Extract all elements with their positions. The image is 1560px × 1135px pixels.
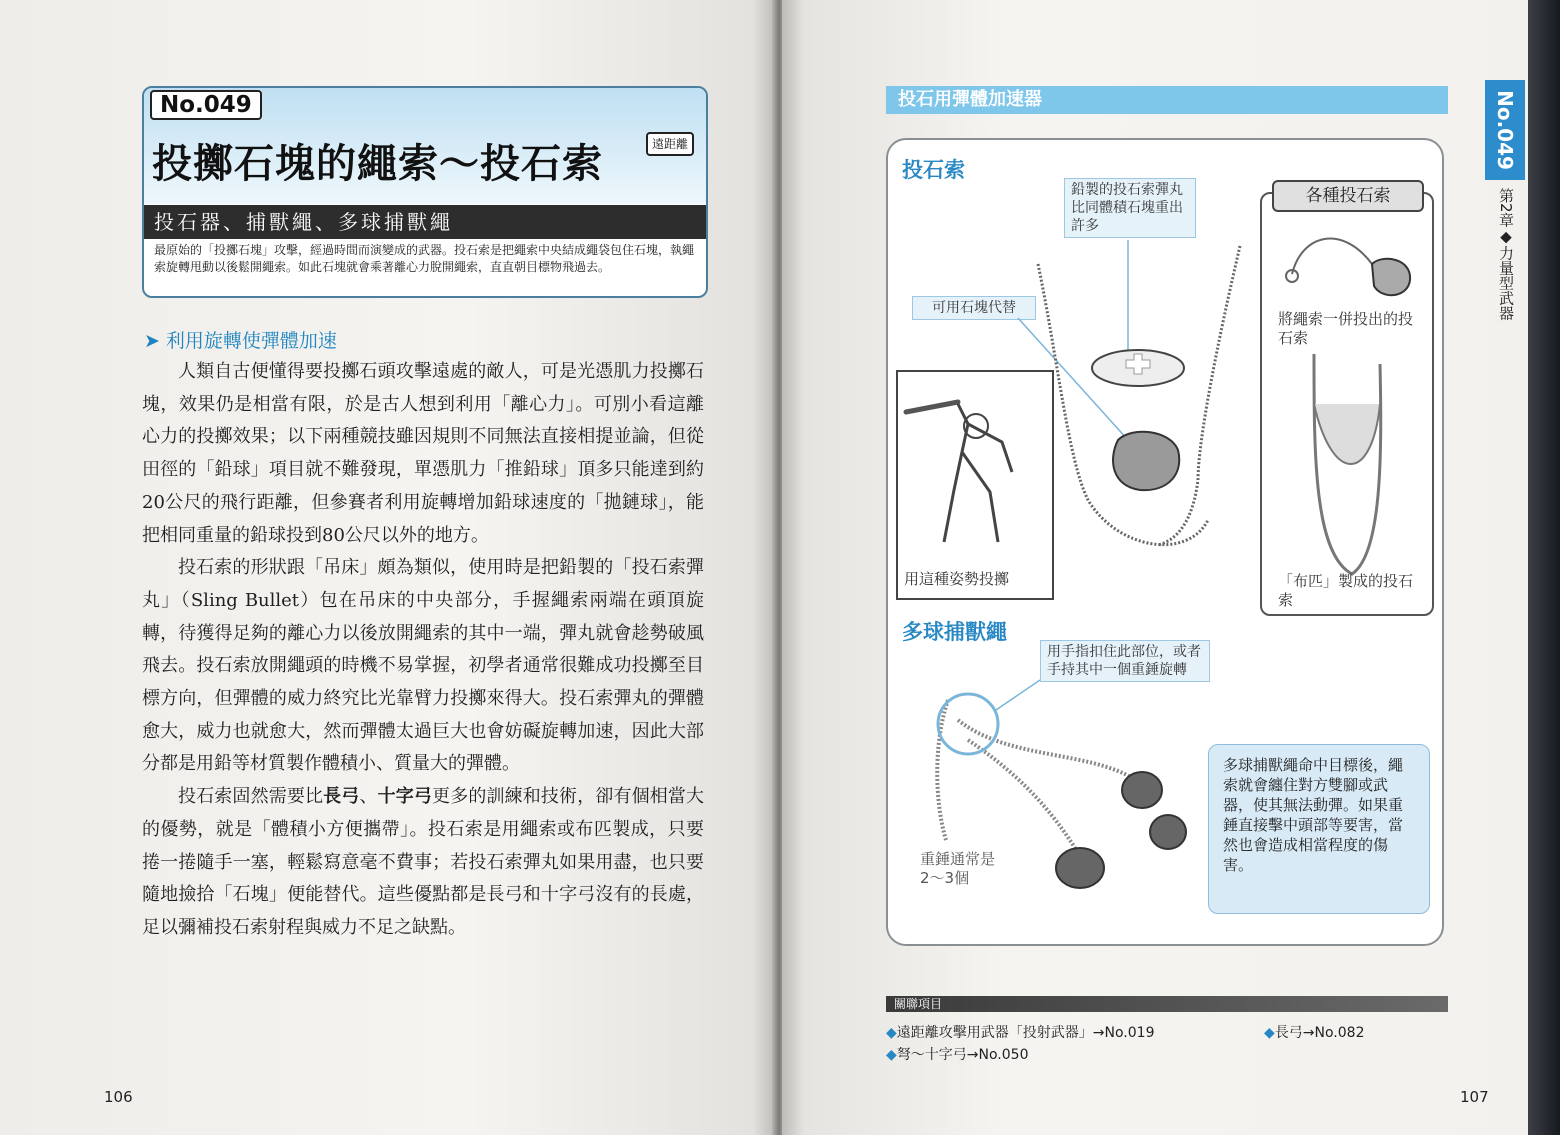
related-items-header: 關聯項目 [886, 996, 1448, 1012]
body-text [142, 356, 704, 945]
bolas-weight-2 [1150, 815, 1186, 849]
figure-title: 投石用彈體加速器 [886, 86, 1448, 114]
p3-keyword-crossbow: 十字弓 [377, 786, 433, 808]
throwing-pose-inset [896, 370, 1054, 600]
variety-1-cord [1292, 239, 1372, 274]
stone-shape [1113, 432, 1179, 490]
related-item-3[interactable] [886, 1044, 1028, 1064]
weights-note: 重錘通常是2～3個 [920, 850, 996, 887]
variety-2-pouch [1314, 404, 1380, 464]
paragraph-1: 人類自古便懂得要投擲石頭攻擊遠處的敵人，可是光憑肌力投擲石塊，效果仍是相當有限，於是古人想到利用「離心力」。可別小看這離心力的投擲效果；以下兩種競技雖因規則不同無法直接相提並論，但從田徑的「鉛球」項目就不難發現，單憑肌力「推鉛球」頂多只能達到約20公尺的飛行距離，但參賽者利用旋轉增加鉛球速度的「拋鏈球」，能把相同重量的鉛球投到80公尺以外的地方。 [142, 361, 704, 546]
variety-1-stone [1372, 259, 1410, 295]
callout-stone-substitute: 可用石塊代替 [912, 296, 1036, 320]
entry-summary: 最原始的「投擲石塊」攻擊，經過時間而演變成的武器。投石索是把繩索中央結成繩袋包住石塊，執繩索旋轉甩動以後鬆開繩索。如此石塊就會乘著離心力脫開繩索，直直朝目標物飛過去。 [154, 243, 695, 274]
diamond-icon: ◆ [886, 1047, 897, 1063]
left-page [0, 0, 776, 1135]
bolas-weight-3 [1056, 848, 1104, 888]
callout-line-grip [996, 680, 1040, 710]
p3-separator: 、 [359, 786, 378, 808]
diamond-icon: ◆ [1264, 1025, 1275, 1041]
callout-grip: 用手指扣住此部位，或者手持其中一個重錘旋轉 [1040, 640, 1210, 682]
sling-cord-left [1038, 264, 1208, 545]
figure-box [886, 138, 1444, 946]
p3-part-d: 更多的訓練和技術，卻有個相當大的優勢，就是「體積小方便攜帶」。投石索是用繩索或布匹製成，只要捲一捲隨手一塞，輕鬆寫意毫不費事；若投石索彈丸如果用盡，也只要隨地撿拾「石塊」便能替代。這些優點都是長弓和十字弓沒有的長處，足以彌補投石索射程與威力不足之缺點。 [142, 786, 705, 938]
arrow-icon: ➤ [144, 330, 160, 352]
paragraph-3 [142, 781, 704, 945]
side-chapter-label: 第2章◆力量型武器 [1497, 188, 1515, 321]
bolas-label: 多球捕獸繩 [902, 620, 1007, 644]
sling-cord-right [1158, 246, 1240, 545]
related-item-1-text: 遠距離攻擊用武器「投射武器」→No.019 [896, 1025, 1155, 1041]
chapter-side-tab [1485, 80, 1525, 620]
related-item-3-text: 弩～十字弓→No.050 [896, 1047, 1029, 1063]
category-tag: 遠距離 [646, 132, 694, 156]
entry-number: No.049 [150, 90, 262, 120]
varieties-title: 各種投石索 [1272, 180, 1424, 212]
side-entry-number: No.049 [1493, 90, 1517, 170]
bolas-weight-1 [1122, 772, 1162, 808]
varieties-illustration [1262, 194, 1432, 614]
thrower-figure [898, 372, 1052, 572]
section-heading [144, 326, 337, 353]
page-number-right: 107 [1460, 1088, 1489, 1106]
variety-2-label: 「布匹」製成的投石索 [1278, 572, 1414, 609]
book-edge [1528, 0, 1560, 1135]
grip-highlight-circle [938, 694, 998, 754]
side-entry-number-box [1485, 80, 1525, 180]
p3-part-a: 投石索固然需要比 [178, 786, 324, 808]
related-item-2-text: 長弓→No.082 [1274, 1025, 1365, 1041]
right-page [782, 0, 1530, 1135]
entry-title: 投擲石塊的繩索～投石索 [152, 140, 603, 187]
sling-varieties-box [1260, 186, 1434, 616]
section-heading-text: 利用旋轉使彈體加速 [165, 330, 337, 352]
callout-lead-bullet: 鉛製的投石索彈丸比同體積石塊重出許多 [1064, 178, 1196, 238]
entry-header [142, 86, 708, 298]
related-item-2[interactable] [1264, 1022, 1364, 1042]
paragraph-2: 投石索的形狀跟「吊床」頗為類似，使用時是把鉛製的「投石索彈丸」（Sling Bullet）包在吊床的中央部分，手握繩索兩端在頭頂旋轉，待獲得足夠的離心力以後放開繩索的其中一端，彈丸就會趁勢破風飛去。投石索放開繩頭的時機不易掌握，初學者通常很難成功投擲至目標方向，但彈體的威力終究比光靠臂力投擲來得大。投石索彈丸的彈體愈大，威力也就愈大，然而彈體太過巨大也會妨礙旋轉加速，因此大部分都是用鉛等材質製作體積小、質量大的彈體。 [142, 557, 704, 775]
page-number-left: 106 [104, 1088, 133, 1106]
bolas-effect-box: 多球捕獸繩命中目標後，繩索就會纏住對方雙腳或武器，使其無法動彈。如果重錘直接擊中頭部等要害，當然也會造成相當程度的傷害。 [1208, 744, 1430, 914]
variety-1-label: 將繩索一併投出的投石索 [1278, 310, 1414, 347]
inset-caption: 用這種姿勢投擲 [904, 570, 1010, 588]
p3-keyword-longbow: 長弓 [323, 786, 360, 808]
related-item-1[interactable] [886, 1022, 1154, 1042]
entry-subtitle: 投石器、捕獸繩、多球捕獸繩 [144, 205, 708, 239]
sling-label: 投石索 [902, 158, 965, 182]
thrower-sling [906, 402, 958, 412]
diamond-icon: ◆ [886, 1025, 897, 1041]
